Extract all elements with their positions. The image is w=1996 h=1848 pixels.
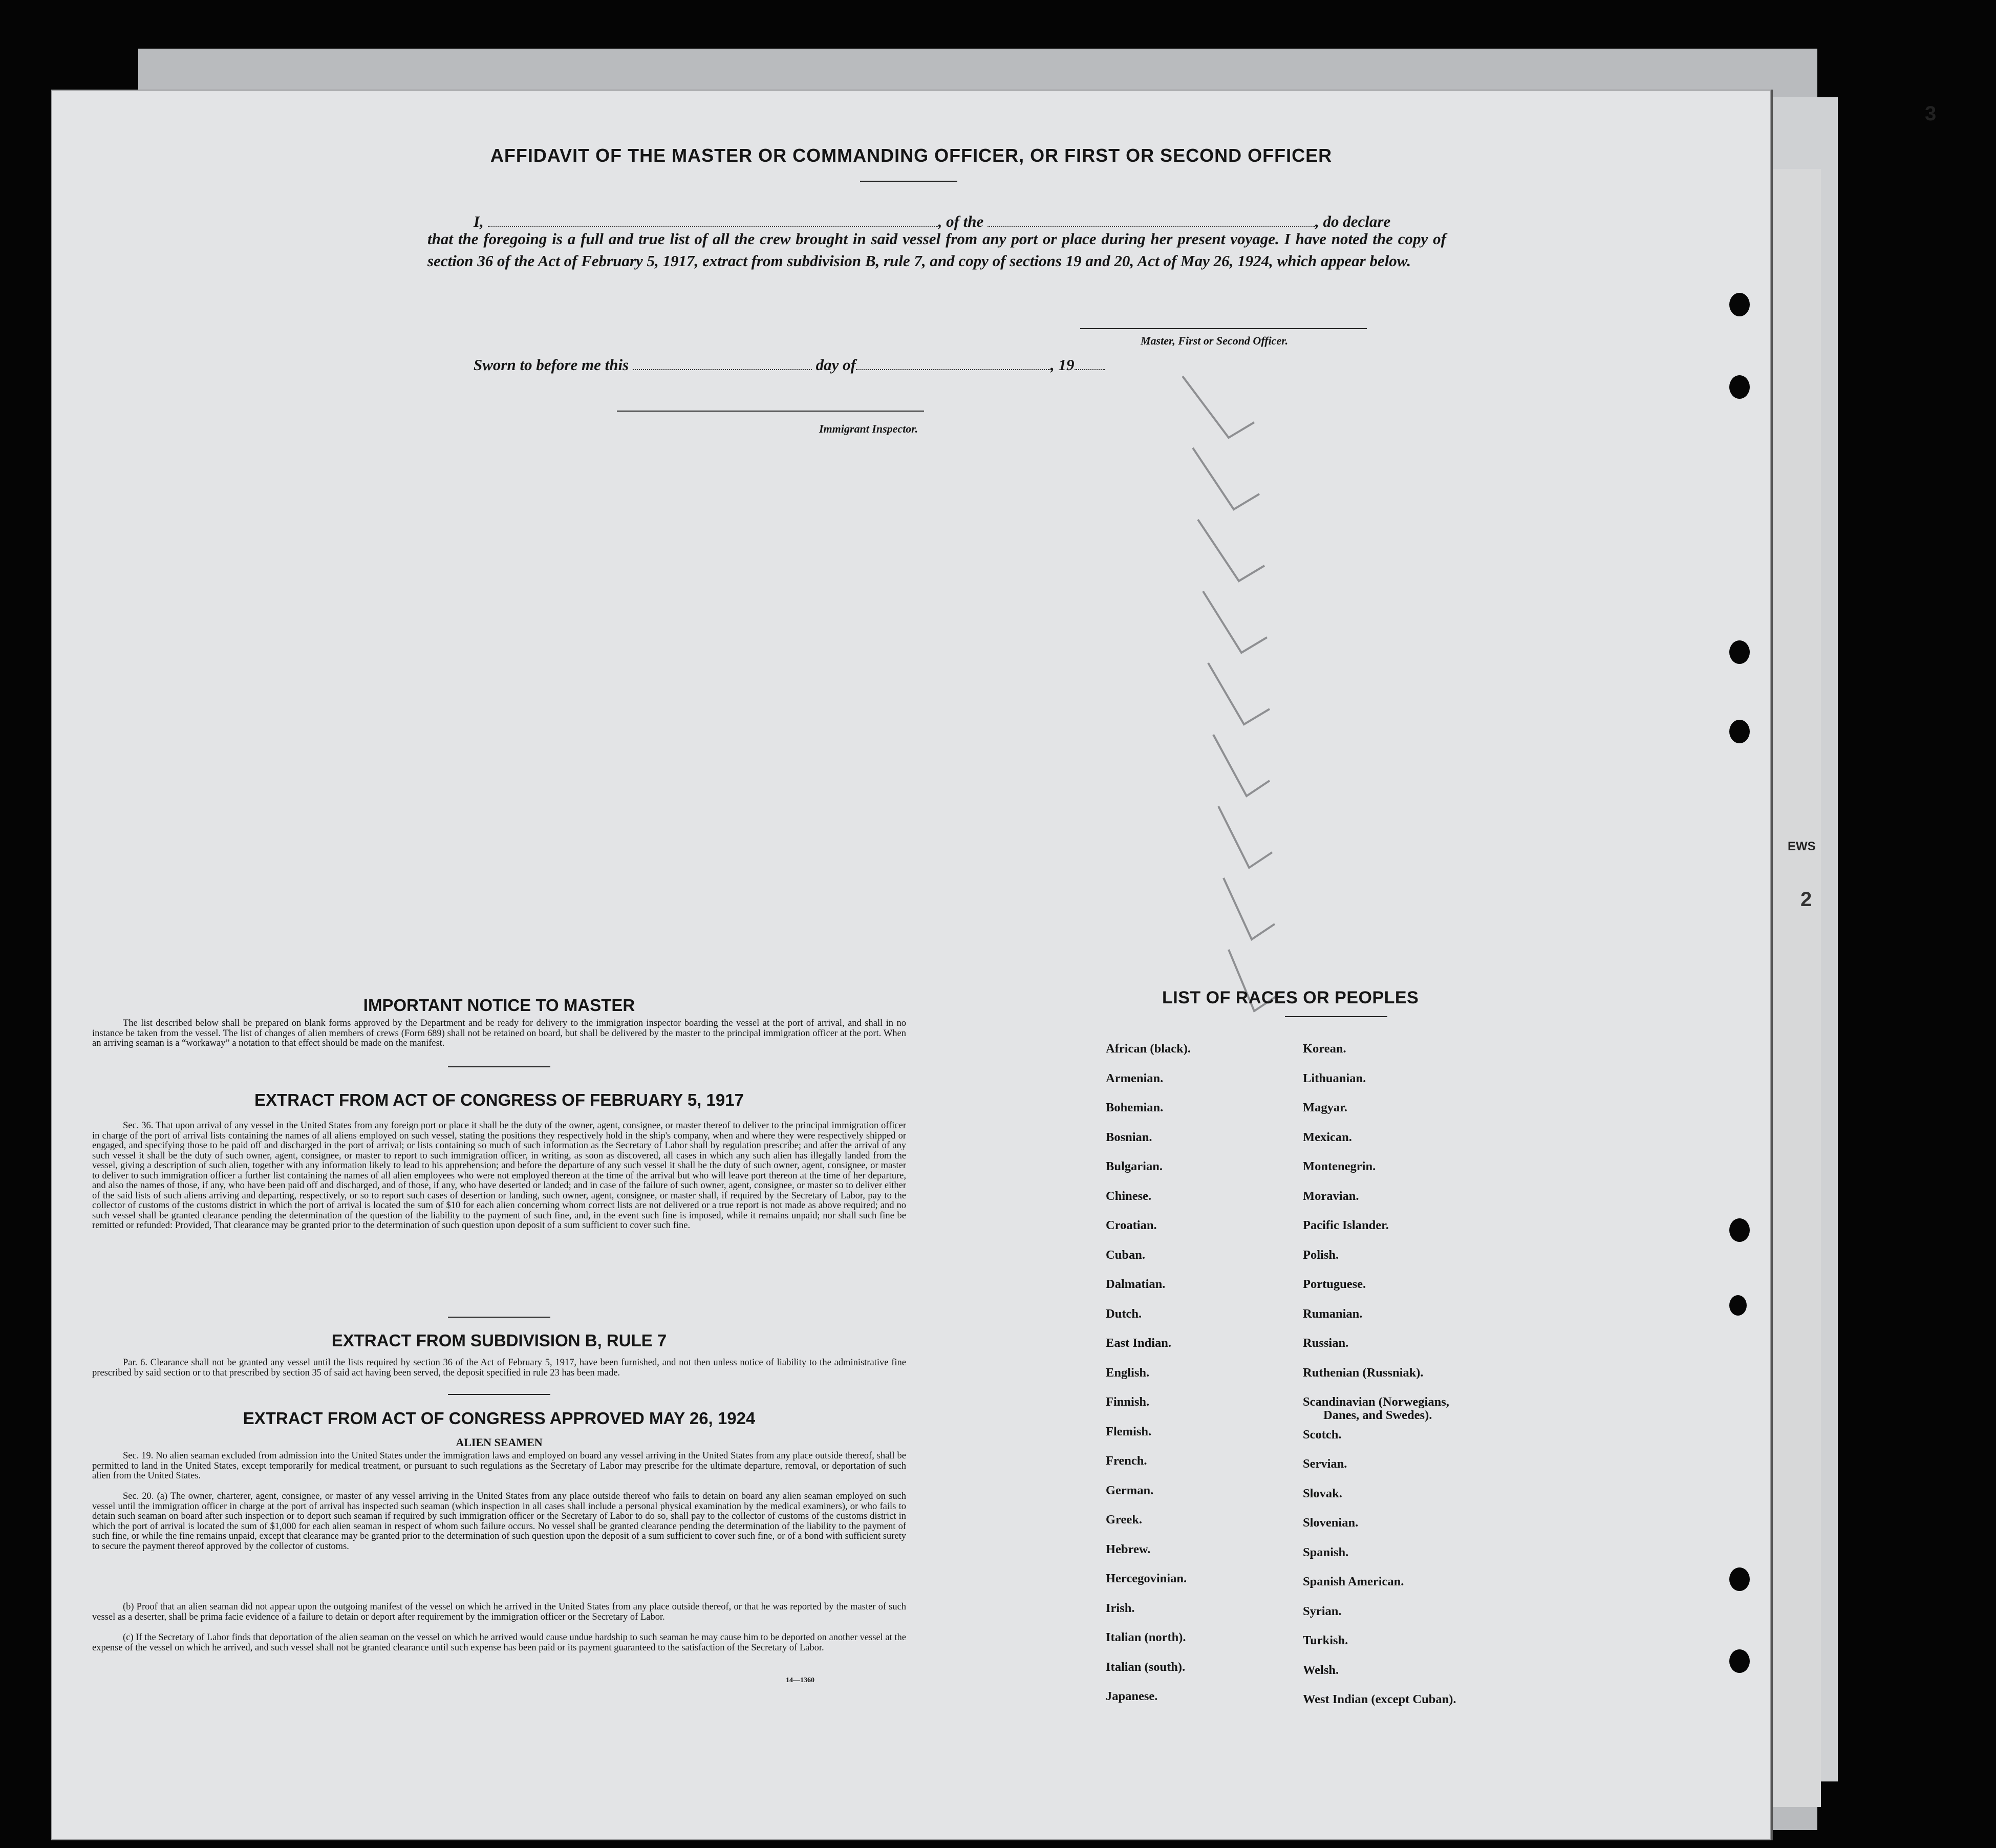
race-item: Croatian. xyxy=(1106,1218,1157,1232)
race-item: Armenian. xyxy=(1106,1071,1164,1085)
name-blank[interactable] xyxy=(488,226,938,227)
race-item: Syrian. xyxy=(1303,1604,1342,1618)
binder-hole xyxy=(1729,1218,1750,1242)
race-item: Magyar. xyxy=(1303,1101,1347,1114)
section-divider xyxy=(448,1394,550,1395)
race-item: Finnish. xyxy=(1106,1395,1150,1409)
race-item: Flemish. xyxy=(1106,1424,1152,1438)
race-item: Slovenian. xyxy=(1303,1516,1359,1530)
race-item: Italian (south). xyxy=(1106,1660,1186,1674)
extract-1917-title: EXTRACT FROM ACT OF CONGRESS OF FEBRUARY 5, 1917 xyxy=(254,1090,744,1109)
binder-hole xyxy=(1729,640,1750,664)
race-item: Italian (north). xyxy=(1106,1630,1186,1644)
do-declare-label: , do declare xyxy=(1315,212,1391,230)
declaration-text: that the foregoing is a full and true list of all the crew brought in said vessel from any port or place during her present voyage. I have noted the copy of section 36 of the Act of February 5, 1917, extract from subdivision B, rule 7, and copy of sections 19 and 20, Act of May 26, 1924, which appear below. xyxy=(427,230,1446,270)
master-signature-line[interactable] xyxy=(1080,328,1367,329)
race-item: Pacific Islander. xyxy=(1303,1218,1389,1232)
race-item: West Indian (except Cuban). xyxy=(1303,1692,1456,1706)
race-item: Portuguese. xyxy=(1303,1277,1366,1291)
sec20a-text: Sec. 20. (a) The owner, charterer, agent, consignee, or master of any vessel arriving in the United States from any place outside thereof who fails to detain on board any alien seaman employed on such vessel until the immigration officer in charge at the port of arrival has inspected such seaman (which inspection in all cases shall include a personal physical examination by the medical examiners), or who fails to detain such seaman on board after such inspection or to deport such seaman if required by such immigration officer or the Secretary of Labor to do so, shall pay to the collector of customs of the customs district in which the port of arrival is located the sum of $1,000 for each alien seaman in respect of whom such failure occurs. No vessel shall be granted clearance pending the determination of the liability to the payment of such fine, or while the fine remains unpaid, except that clearance may be granted prior to the determination of such question upon the deposit of a sum sufficient to cover such fine, or of a bond with sufficient surety to secure the payment thereof approved by the collector of customs. xyxy=(92,1491,906,1552)
race-item: Slovak. xyxy=(1303,1486,1342,1500)
race-item: Danes, and Swedes). xyxy=(1323,1408,1432,1422)
day-of-label: day of xyxy=(815,356,856,374)
race-item: Scandinavian (Norwegians, xyxy=(1303,1395,1449,1409)
race-item: Scotch. xyxy=(1303,1427,1342,1442)
inspector-signature-line[interactable] xyxy=(617,411,924,412)
binder-hole xyxy=(1729,720,1750,743)
edge-text: EWS xyxy=(1788,840,1816,853)
race-item: Polish. xyxy=(1303,1248,1339,1262)
binder-hole xyxy=(1729,293,1750,316)
race-item: Hercegovinian. xyxy=(1106,1572,1187,1585)
race-item: German. xyxy=(1106,1483,1154,1497)
race-item: Chinese. xyxy=(1106,1189,1152,1203)
race-item: Welsh. xyxy=(1303,1663,1339,1677)
section-divider xyxy=(448,1317,550,1318)
race-item: East Indian. xyxy=(1106,1336,1172,1350)
sworn-label: Sworn to before me this xyxy=(474,356,629,374)
race-item: Turkish. xyxy=(1303,1634,1348,1647)
extract-1917-text: Sec. 36. That upon arrival of any vessel in the United States from any foreign port or place it shall be the duty of the owner, agent, consignee, or master thereof to deliver to the principal immigration officer in charge of the port of arrival lists containing the names of all aliens employed on such vessel, stating the positions they respectively hold in the ship's company, when and where they were respectively shipped or engaged, and specifying those to be paid off and discharged in the port of arrival; or lists containing so much of such information as the Secretary of Labor shall by regulation prescribe; and after the arrival of any such vessel it shall be the duty of such owner, agent, consignee, or master to report to such immigration officer, in writing, as soon as discovered, all cases in which any such alien has illegally landed from the vessel, giving a description of such alien, together with any information likely to lead to his apprehension; and before the departure of any such vessel it shall be the duty of such owner, agent, consignee, or master to deliver to such immigration officer a further list containing the names of all alien employees who were not employed thereon at the time of the arrival but who will leave port thereon at the time of her departure, and also the names of those, if any, who have been paid off and discharged, and of those, if any, who have deserted or landed; and in case of the failure of such owner, agent, consignee, or master so to deliver either of the said lists of such aliens arriving and departing, respectively, or so to report such cases of desertion or landing, such owner, agent, consignee, or master shall, if required by the Secretary of Labor, pay to the collector of customs of the customs district in which the port of arrival is located the sum of $10 for each alien concerning whom correct lists are not delivered or a true report is not made as above required; and no such vessel shall be granted clearance pending the determination of the question of the liability to the payment of such fine, and, in the event such fine is imposed, while it remains unpaid; nor shall such fine be remitted or refunded: Provided, That clearance may be granted prior to the determination of such question upon deposit of a sum sufficient to cover such fine. xyxy=(92,1121,906,1231)
inspector-caption: Immigrant Inspector. xyxy=(819,422,918,435)
race-item: Mexican. xyxy=(1303,1130,1352,1144)
race-item: Montenegrin. xyxy=(1303,1159,1376,1173)
race-item: Spanish American. xyxy=(1303,1575,1404,1588)
race-item: Korean. xyxy=(1303,1042,1346,1056)
race-item: Japanese. xyxy=(1106,1689,1158,1703)
races-title: LIST OF RACES OR PEOPLES xyxy=(1162,988,1419,1007)
binder-hole xyxy=(1729,1649,1750,1673)
race-item: Irish. xyxy=(1106,1601,1135,1615)
notice-text: The list described below shall be prepared on blank forms approved by the Department and be ready for delivery to the immigration inspector boarding the vessel at the port of arrival, and shall in no instance be taken from the vessel. The list of changes of alien members of crews (Form 689) shall not be retained on board, but shall be delivered by the master to the principal immigration officer at the port. When an arriving seaman is a “workaway” a notation to that effect should be made on the manifest. xyxy=(92,1018,906,1048)
rule7-text: Par. 6. Clearance shall not be granted any vessel until the lists required by section 36 of the Act of February 5, 1917, have been furnished, and not then unless notice of liability to the administrative fine prescribed by said section or to that prescribed by section 35 of said act having been served, the deposit specified in rule 23 has been made. xyxy=(92,1358,906,1378)
pencil-check-marks xyxy=(1152,366,1357,1083)
edge-text: 2 xyxy=(1800,888,1812,911)
race-item: Lithuanian. xyxy=(1303,1071,1366,1085)
race-item: Bohemian. xyxy=(1106,1101,1164,1114)
race-item: English. xyxy=(1106,1365,1150,1380)
race-item: African (black). xyxy=(1106,1042,1191,1056)
race-item: Cuban. xyxy=(1106,1248,1145,1262)
year-label: , 19 xyxy=(1050,356,1075,374)
section-divider xyxy=(448,1066,550,1067)
year-blank[interactable] xyxy=(1075,369,1105,370)
race-item: Dutch. xyxy=(1106,1306,1142,1321)
race-item: Bulgarian. xyxy=(1106,1159,1163,1173)
binder-hole xyxy=(1729,1567,1750,1591)
race-item: French. xyxy=(1106,1454,1147,1468)
race-item: Servian. xyxy=(1303,1457,1347,1471)
race-item: Rumanian. xyxy=(1303,1306,1363,1321)
race-item: Moravian. xyxy=(1303,1189,1359,1203)
race-item: Ruthenian (Russniak). xyxy=(1303,1365,1424,1380)
rule7-title: EXTRACT FROM SUBDIVISION B, RULE 7 xyxy=(331,1331,667,1350)
i-label: I, xyxy=(474,212,484,230)
document-page xyxy=(51,90,1773,1840)
of-the-label: , of the xyxy=(938,212,984,230)
race-item: Greek. xyxy=(1106,1513,1142,1527)
alien-seamen-subtitle: ALIEN SEAMEN xyxy=(456,1436,543,1449)
races-divider xyxy=(1285,1016,1387,1017)
vessel-blank[interactable] xyxy=(988,226,1315,227)
race-item: Hebrew. xyxy=(1106,1542,1151,1556)
month-blank[interactable] xyxy=(856,369,1050,370)
race-item: Dalmatian. xyxy=(1106,1277,1166,1291)
binder-hole xyxy=(1729,375,1750,399)
page-number: 3 xyxy=(1925,102,1937,125)
form-number: 14—1360 xyxy=(786,1677,814,1684)
title-divider xyxy=(860,181,957,182)
binder-hole xyxy=(1729,1295,1747,1316)
sec20c-text: (c) If the Secretary of Labor finds that deportation of the alien seaman on the vessel on which he arrived would cause undue hardship to such seaman he may cause him to be deported on another vessel at the expense of the vessel on which he arrived, and such vessel shall not be granted clearance until such expense has been paid or its payment guaranteed to the satisfaction of the Secretary of Labor. xyxy=(92,1632,906,1653)
race-item: Spanish. xyxy=(1303,1545,1349,1559)
extract-1924-title: EXTRACT FROM ACT OF CONGRESS APPROVED MAY 26, 1924 xyxy=(243,1409,756,1428)
affidavit-title: AFFIDAVIT OF THE MASTER OR COMMANDING OFFICER, OR FIRST OR SECOND OFFICER xyxy=(490,145,1333,166)
sec20b-text: (b) Proof that an alien seaman did not appear upon the outgoing manifest of the vessel on which he arrived in the United States from any place outside thereof, or that he was reported by the master of such vessel as a deserter, shall be prima facie evidence of a failure to detain or deport after requirement by the immigration officer or the Secretary of Labor. xyxy=(92,1602,906,1622)
day-blank[interactable] xyxy=(633,369,812,370)
master-signature-caption: Master, First or Second Officer. xyxy=(1141,334,1289,347)
race-item: Bosnian. xyxy=(1106,1130,1152,1144)
notice-title: IMPORTANT NOTICE TO MASTER xyxy=(363,996,635,1015)
race-item: Russian. xyxy=(1303,1336,1349,1350)
sec19-text: Sec. 19. No alien seaman excluded from admission into the United States under the immigration laws and employed on board any vessel arriving in the United States from any place outside thereof, shall be permitted to land in the United States, except temporarily for medical treatment, or pursuant to such regulations as the Secretary of Labor may prescribe for the ultimate departure, removal, or deportation of such alien from the United States. xyxy=(92,1451,906,1481)
